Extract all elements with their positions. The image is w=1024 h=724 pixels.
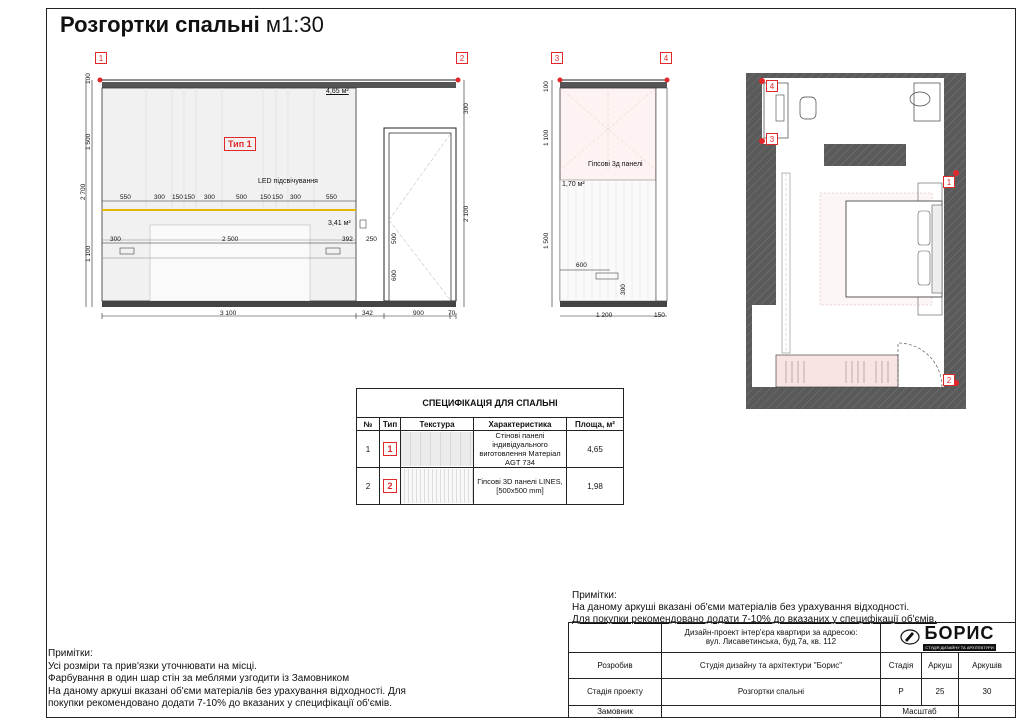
notes-right-line2: На даному аркуші вказані об'єми матеріалів без урахування відходності.: [572, 602, 910, 613]
dim-top-7: 150: [272, 194, 283, 201]
dim-left-1100: 1 100: [85, 245, 92, 262]
spec-header-texture: Текстура: [401, 418, 474, 431]
stamp-project: [662, 623, 881, 653]
dim-bottom-342: 342: [362, 310, 373, 317]
elevation1-area-small: 3,41 м²: [328, 220, 351, 227]
dim-top-9: 550: [326, 194, 337, 201]
notes-right-line3: Для покупки рекомендовано додати 7-10% до вказаних у специфікації об'ємів.: [572, 614, 937, 625]
spec-header-no: №: [357, 418, 380, 431]
dim-left-1500: 1 500: [85, 133, 92, 150]
notes-right: [572, 590, 937, 626]
logo-icon: [900, 629, 920, 645]
e2-dim-left-1500: 1 500: [543, 232, 550, 249]
dim-top-2: 150: [172, 194, 183, 201]
stamp-sheets-value: 30: [959, 679, 1016, 706]
marker-4-elevation2: 4: [660, 52, 672, 64]
e2-dim-bottom-total: 1 200: [596, 312, 613, 319]
spec-row2-area: 1,98: [567, 468, 624, 505]
spec-row2-no: 2: [357, 468, 380, 505]
logo-tagline: СТУДІЯ ДИЗАЙНУ ТА АРХІТЕКТУРИ: [925, 645, 994, 651]
spec-row1-texture: [401, 431, 474, 468]
elevation-2-drawing: [540, 70, 675, 325]
texture-swatch-gypsum-panels: [401, 469, 473, 503]
spec-row2-type: 2: [383, 479, 397, 493]
stamp-sheet-title: Розгортки спальні: [662, 679, 881, 706]
stamp-sheets-header: Аркушів: [959, 652, 1016, 679]
plan-marker-1: 1: [943, 176, 955, 188]
stamp-client-value: [662, 705, 881, 717]
texture-swatch-wall-panels: [401, 432, 473, 466]
studio-logo: [881, 623, 1015, 651]
dim-right-2100: 2 100: [463, 205, 470, 222]
stamp-sheet-header: Аркуш: [922, 652, 959, 679]
elevation1-area-total: 4,65 м²: [326, 88, 349, 95]
notes-right-title: Примітки:: [572, 590, 617, 601]
title-block: [568, 622, 1016, 718]
dim-bottom-900: 900: [413, 310, 424, 317]
e2-dim-600: 600: [576, 262, 587, 269]
dim-top-0: 550: [120, 194, 131, 201]
dim-bottom-total: 3 100: [220, 310, 237, 317]
notes-left-title: Примітки:: [48, 648, 93, 659]
stamp-stage-header: Стадія: [881, 652, 922, 679]
logo-name: БОРИС: [924, 623, 995, 644]
stamp-scale-value: [959, 705, 1016, 717]
stamp-empty-cell: [569, 623, 662, 653]
elevation2-panel-label: Гіпсові 3д панелі: [588, 161, 643, 168]
spec-row1-type-cell: [380, 431, 401, 468]
dim-top-6: 150: [260, 194, 271, 201]
stamp-developed-label: Розробив: [569, 652, 662, 679]
dim-top-8: 300: [290, 194, 301, 201]
e2-dim-left-1100: 1 100: [543, 129, 550, 146]
notes-left-line4: На даному аркуші вказані об'єми матеріалів без урахування відходності. Для: [48, 685, 406, 697]
marker-1-elevation1: 1: [95, 52, 107, 64]
dim-right-500: 500: [391, 233, 398, 244]
spec-row2-type-cell: [380, 468, 401, 505]
dim-left-100: 100: [85, 73, 92, 84]
spec-row1-char: Стінові панелі індивідуального виготовлення Матеріал AGT 734: [474, 431, 567, 468]
spec-row2-char: Гіпсові 3D панелі LINES, [500х500 mm]: [474, 468, 567, 505]
stamp-client-label: Замовник: [569, 705, 662, 717]
spec-row1-type: 1: [383, 442, 397, 456]
e2-dim-bottom-150: 150: [654, 312, 665, 319]
marker-3-elevation2: 3: [551, 52, 563, 64]
stamp-stage-label: Стадія проекту: [569, 679, 662, 706]
stamp-scale-label: Масштаб: [881, 705, 959, 717]
title-scale: м1:30: [265, 12, 324, 37]
stamp-project-line1: Дизайн-проект інтер'єра квартири за адресою:: [684, 628, 858, 638]
spec-row1-no: 1: [357, 431, 380, 468]
dim-top-5: 500: [236, 194, 247, 201]
stamp-project-line2: вул. Лисаветинська, буд.7а, кв. 112: [705, 637, 837, 647]
dim-top-3: 150: [184, 194, 195, 201]
spec-caption: СПЕЦИФІКАЦІЯ ДЛЯ СПАЛЬНІ: [357, 389, 624, 418]
floor-plan: [746, 73, 966, 409]
dim-right-300: 300: [463, 103, 470, 114]
notes-left-line2: Усі розміри та прив'язки уточнювати на місці.: [48, 660, 257, 672]
notes-left-line5: покупки рекомендовано додати 7-10% до вказаних у специфікації об'ємів.: [48, 698, 392, 709]
stamp-sheet-value: 25: [922, 679, 959, 706]
dim-mid-center: 2 500: [222, 236, 239, 243]
specification-table: [356, 388, 624, 505]
spec-row1-area: 4,65: [567, 431, 624, 468]
table-row: [357, 468, 624, 505]
dim-top-1: 300: [154, 194, 165, 201]
marker-2-elevation1: 2: [456, 52, 468, 64]
sheet-title: [60, 12, 324, 38]
led-label: LED підсвічування: [258, 178, 318, 185]
stamp-stage-value: Р: [881, 679, 922, 706]
e2-dim-left-100: 100: [543, 81, 550, 92]
e2-dim-300: 300: [620, 284, 627, 295]
table-row: [357, 431, 624, 468]
plan-marker-3: 3: [766, 133, 778, 145]
stamp-logo-cell: [881, 623, 1016, 653]
dim-bottom-70: 70: [448, 310, 456, 317]
dim-left-2700: 2 700: [80, 183, 87, 200]
spec-header-char: Характеристика: [474, 418, 567, 431]
notes-left: [48, 648, 406, 711]
title-text: Розгортки спальні: [60, 12, 260, 37]
spec-row2-texture: [401, 468, 474, 505]
plan-marker-2: 2: [943, 374, 955, 386]
spec-header-area: Площа, м²: [567, 418, 624, 431]
spec-header-type: Тип: [380, 418, 401, 431]
dim-mid-gap: 250: [366, 236, 377, 243]
dim-right-600: 600: [391, 270, 398, 281]
dim-mid-right: 392: [342, 236, 353, 243]
notes-left-line3: Фарбування в один шар стін за меблями узгодити із Замовником: [48, 673, 350, 684]
type-1-label: Тип 1: [224, 137, 256, 151]
elevation2-area: 1,70 м²: [562, 181, 585, 188]
stamp-developed-value: Студія дизайну та архітектури "Борис": [662, 652, 881, 679]
dim-mid-left: 300: [110, 236, 121, 243]
plan-marker-4: 4: [766, 80, 778, 92]
dim-top-4: 300: [204, 194, 215, 201]
